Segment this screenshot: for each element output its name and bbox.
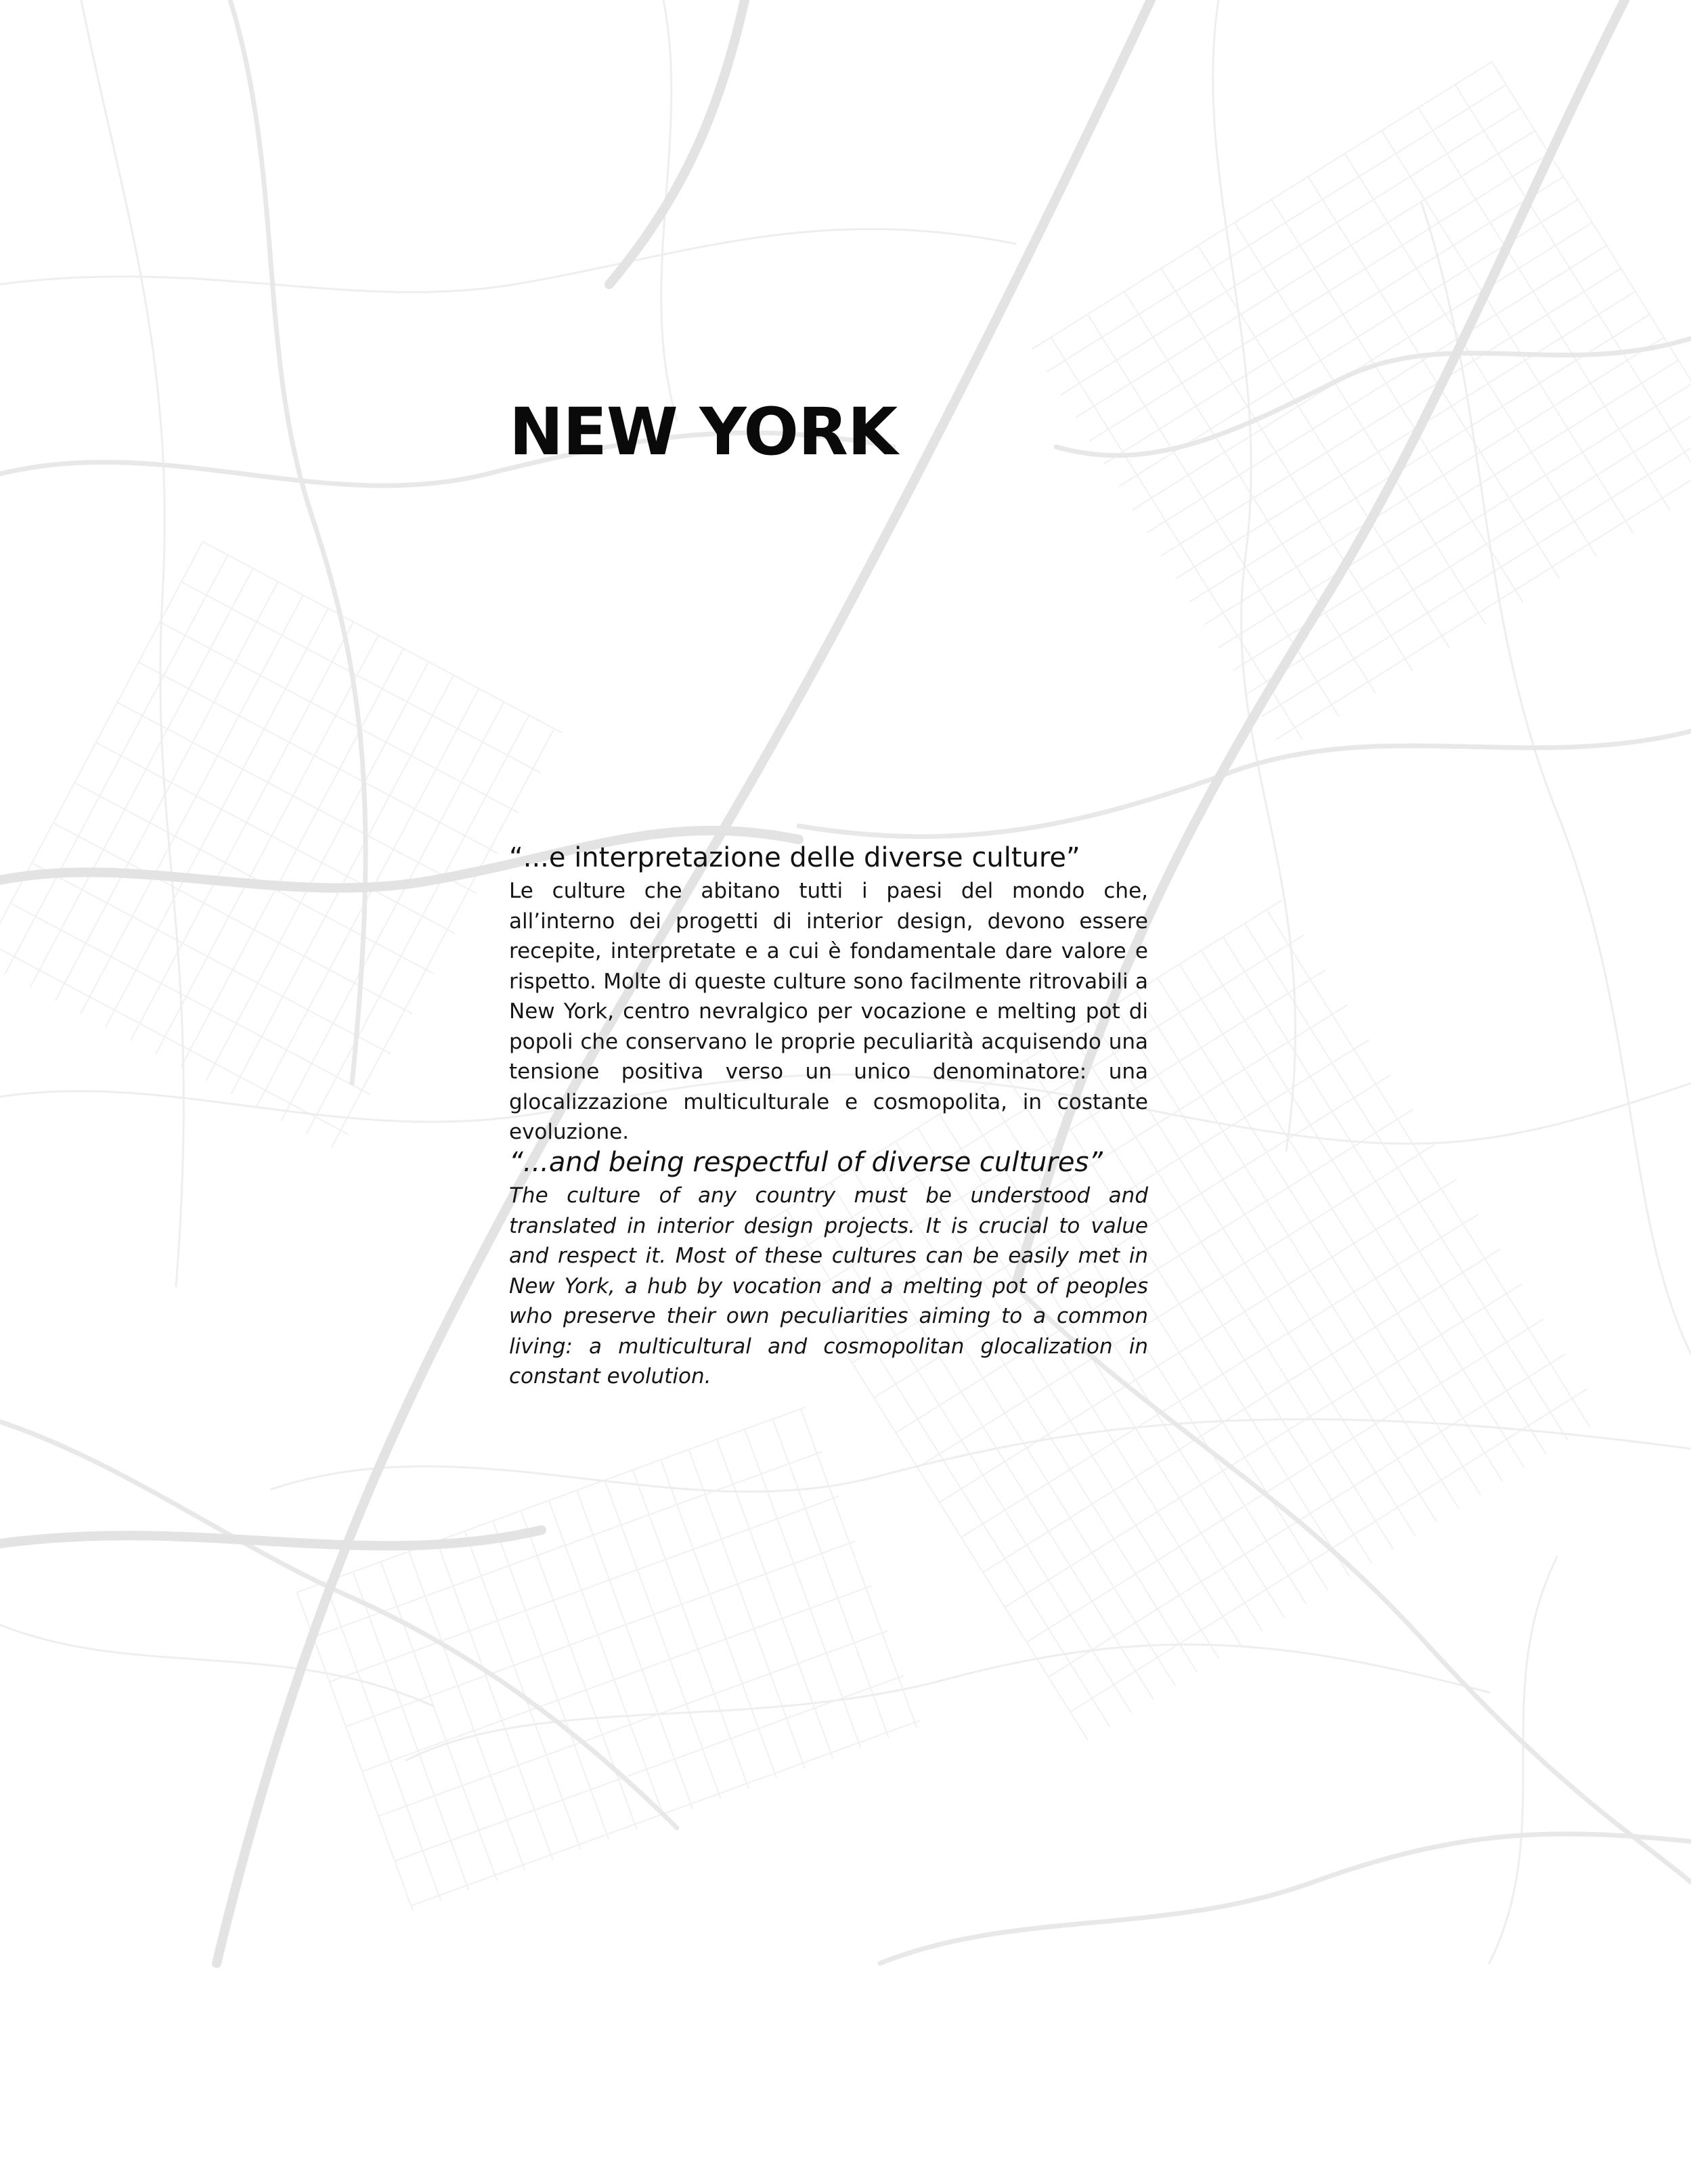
english-heading: “...and being respectful of diverse cultures”: [509, 1147, 1103, 1178]
english-paragraph: The culture of any country must be understood and translated in interior design projects. It is crucial to value and respect it. Most of these cultures can be easily met in New York, a hub by vocation and a melting pot of peoples who preserve their own peculiarities aiming to a common living: a multicultural and cosmopolitan glocalization in constant evolution.: [509, 1183, 1148, 1389]
italian-paragraph: Le culture che abitano tutti i paesi del mondo che, all’interno dei progetti di interior design, devono essere recepite, interpretate e a cui è fondamentale dare valore e rispetto. Molte di queste culture sono facilmente ritrovabili a New York, centro nevralgico per vocazione e melting pot di popoli che conservano le proprie peculiarità acquisendo una tensione positiva verso un unico denominatore: una glocalizzazione multiculturale e cosmopolita, in costante evoluzione.: [509, 879, 1148, 1144]
page-title: NEW YORK: [509, 394, 898, 470]
english-section: [509, 1144, 1148, 1392]
italian-heading: “...e interpretazione delle diverse culture”: [509, 842, 1080, 873]
italian-section: [509, 839, 1148, 1148]
